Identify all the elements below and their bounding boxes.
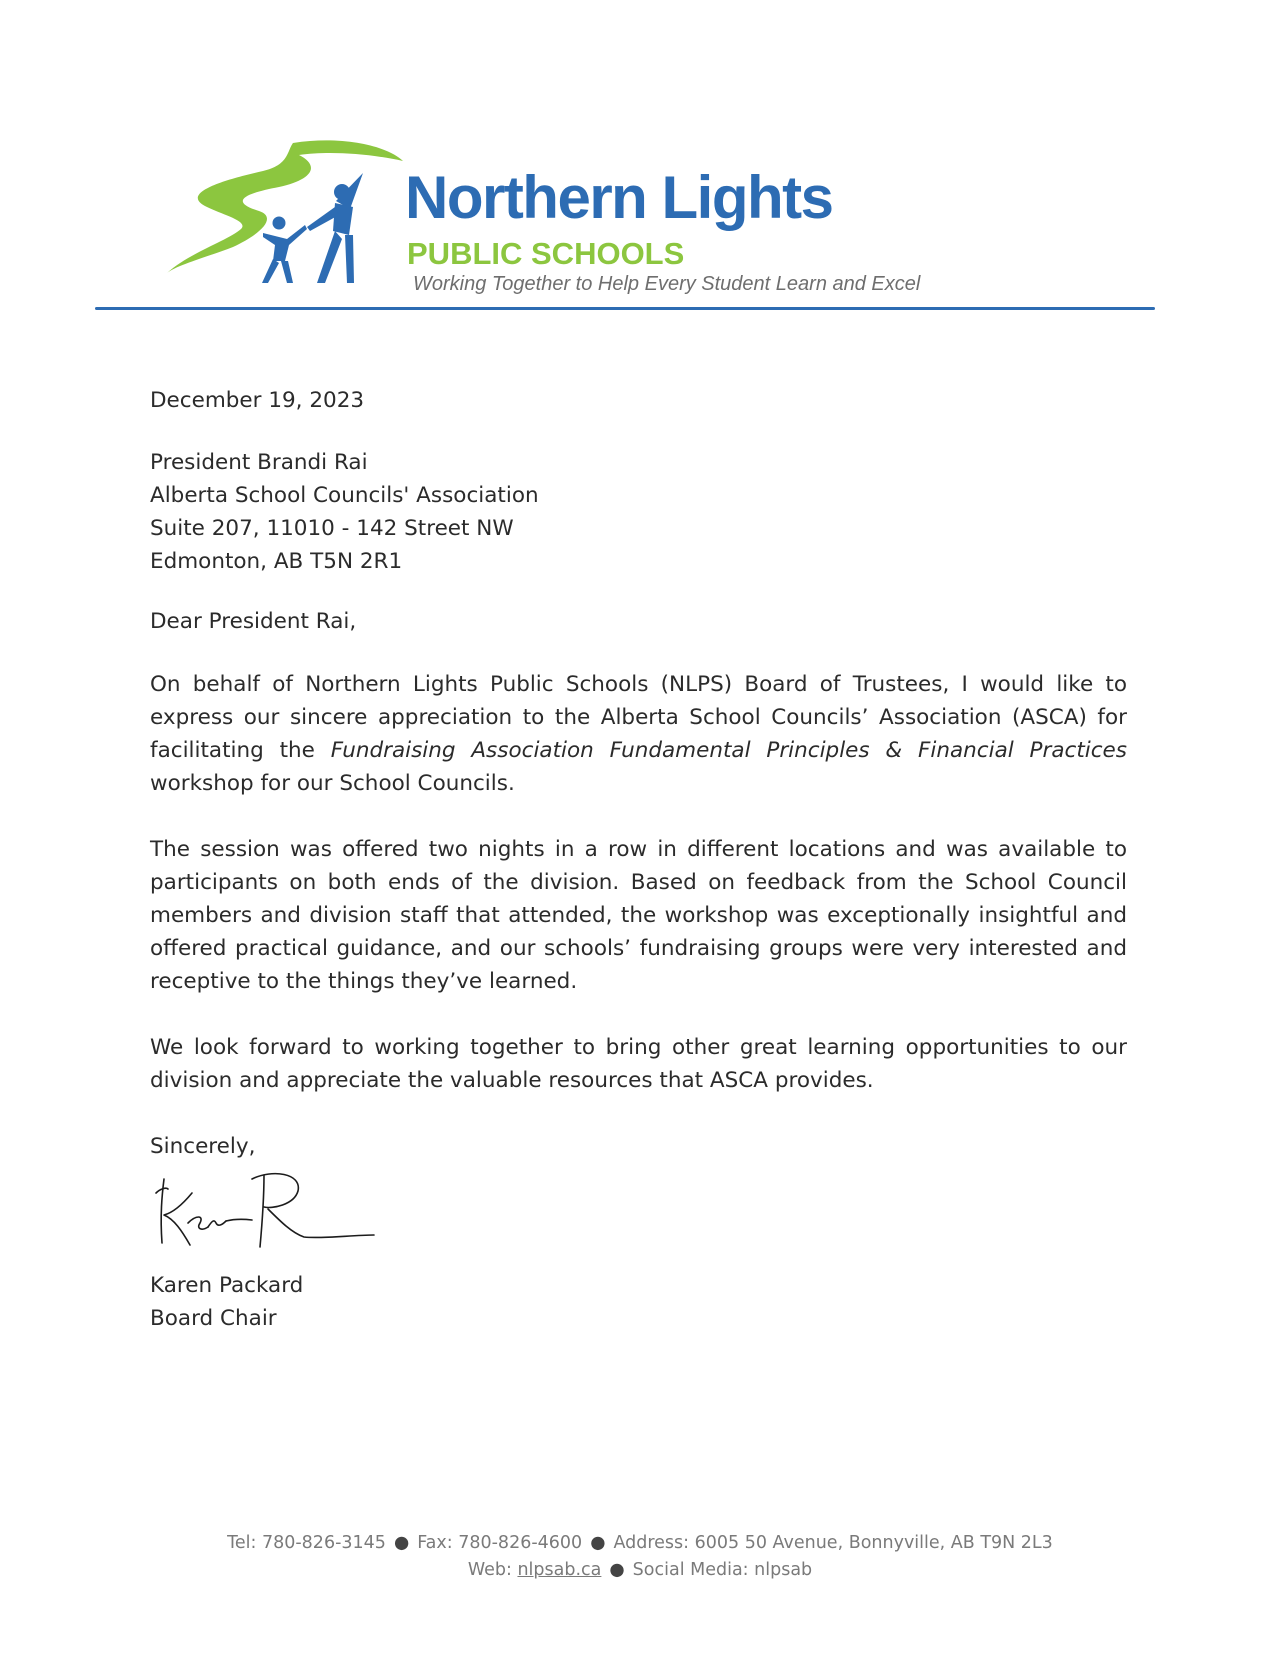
footer-contact-line	[0, 1530, 1280, 1557]
footer	[0, 1530, 1280, 1584]
footer-web-label: Web:	[467, 1560, 518, 1580]
nlps-logo-icon	[167, 135, 407, 285]
recipient-line: Suite 207, 11010 - 142 Street NW	[150, 516, 514, 541]
paragraph-future: We look forward to working together to bring other great learning opportunities to our division and appreciate the valuable resources that ASCA provides.	[150, 1035, 1127, 1093]
footer-web-line	[0, 1557, 1280, 1584]
paragraph-text: On behalf of Northern Lights Public Schools (NLPS) Board of Trustees, I would like to express our sincere appreciation to the Alberta School Councils’ Association (ASCA) for facilitating the	[150, 672, 1127, 763]
footer-address: Address: 6005 50 Avenue, Bonnyville, AB T9N 2L3	[613, 1533, 1053, 1553]
letterhead	[95, 130, 1155, 320]
org-tagline: Working Together to Help Every Student Learn and Excel	[413, 273, 921, 295]
footer-social: Social Media: nlpsab	[632, 1560, 813, 1580]
paragraph-feedback: The session was offered two nights in a row in different locations and was available to participants on both ends of the division. Based on feedback from the School Council members and division staff that attended, the workshop was exceptionally insightful and offered practical guidance, and our schools’ fundraising groups were very interested and receptive to the things they’ve learned.	[150, 837, 1127, 994]
website-link[interactable]: nlpsab.ca	[517, 1560, 602, 1580]
handwritten-signature	[152, 1165, 382, 1255]
recipient-line: President Brandi Rai	[150, 450, 368, 475]
letterhead-divider	[95, 307, 1155, 310]
letter-date: December 19, 2023	[150, 388, 365, 413]
org-name: Northern Lights	[405, 164, 833, 231]
bullet-icon: ●	[590, 1533, 606, 1553]
paragraph-appreciation	[150, 668, 1127, 800]
closing: Sincerely,	[150, 1134, 256, 1159]
recipient-address	[150, 446, 1127, 578]
paragraph-text: workshop for our School Councils.	[150, 771, 515, 796]
workshop-title: Fundraising Association Fundamental Principles & Financial Practices	[330, 738, 1127, 763]
bullet-icon: ●	[393, 1533, 410, 1553]
signer-title: Board Chair	[150, 1306, 277, 1331]
signer-name: Karen Packard	[150, 1273, 304, 1298]
org-subtitle: PUBLIC SCHOOLS	[407, 236, 685, 271]
footer-tel: Tel: 780-826-3145	[227, 1533, 386, 1553]
footer-fax: Fax: 780-826-4600	[417, 1533, 583, 1553]
salutation: Dear President Rai,	[150, 609, 357, 634]
recipient-line: Alberta School Councils' Association	[150, 483, 539, 508]
letter-body	[150, 384, 1127, 1335]
bullet-icon: ●	[609, 1560, 625, 1580]
recipient-line: Edmonton, AB T5N 2R1	[150, 549, 403, 574]
